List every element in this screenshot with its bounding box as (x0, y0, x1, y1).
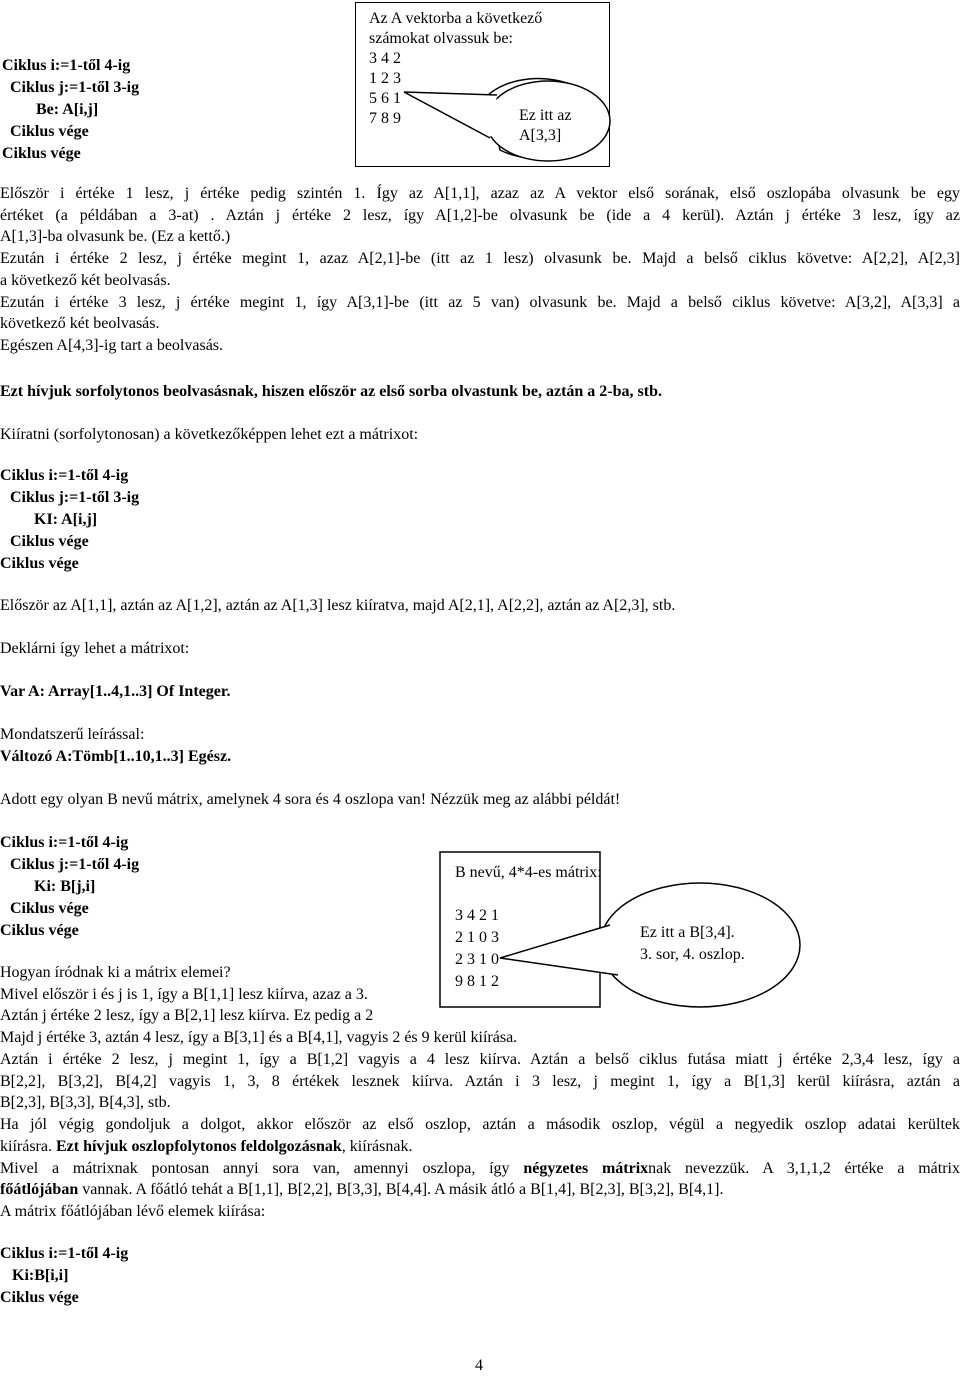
callout-line: A[3,3] (519, 127, 562, 144)
callout-a33-shape (404, 78, 610, 161)
pseudo-line: Ciklus vége (10, 123, 89, 140)
pseudo-line: Ciklus vége (10, 900, 89, 917)
matrix-row: 9 8 1 2 (455, 973, 499, 990)
pseudo-line: Ciklus vége (0, 555, 79, 572)
callout-line: 3. sor, 4. oszlop. (640, 946, 745, 963)
pseudo-line: Ciklus vége (10, 533, 89, 550)
text-line: Egészen A[4,3]-ig tart a beolvasás. (0, 336, 224, 354)
text-line: Mivel először i és j is 1, így a B[1,1] lesz kiírva, azaz a 3. (0, 985, 368, 1003)
text-line: B[2,3], B[3,3], B[4,3], stb. (0, 1094, 171, 1112)
b-explanation-short (0, 962, 517, 1049)
sentence-code: Változó A:Tömb[1..10,1..3] Egész. (0, 748, 232, 765)
pseudo-line: Ki:B[i,i] (12, 1267, 69, 1284)
explanation-block (0, 183, 960, 357)
callout-line: Ez itt a B[3,4]. (640, 924, 735, 941)
text-line: következő két beolvasás. (0, 315, 160, 333)
pseudo-line: Ciklus j:=1-től 3-ig (10, 489, 140, 506)
pseudo-line: Ciklus vége (2, 145, 81, 162)
text-line: Ezután i értéke 3 lesz, j értéke megint 1, így A[3,1]-be (itt az 5 van) olvasunk be. Majd a belső ciklus követve: A[3,2], A[3,3] a (0, 293, 960, 311)
pseudo-line: Ciklus i:=1-től 4-ig (0, 834, 129, 851)
text-span: vannak. A főátló tehát a B[1,1], B[2,2], B[3,3], B[4,4]. A másik átló a B[1,4], B[2,3], B[3,2], B[4,1]. (78, 1181, 724, 1199)
pseudocode-print (0, 465, 139, 575)
matrix-row: 2 1 0 3 (455, 929, 499, 946)
callout-b34-text (640, 922, 745, 966)
text-span: kiírásra. (0, 1137, 56, 1155)
text-line: B[2,2], B[3,2], B[4,2] vagyis 1, 3, 8 értékek lesznek kiírva. Aztán i 3 lesz, j megint 1, így a B[1,3] kerül kiírásra, aztán a (0, 1072, 960, 1090)
text-line: a következő két beolvasás. (0, 271, 171, 289)
bold-term: főátlójában (0, 1181, 79, 1199)
page-number: 4 (475, 1357, 483, 1374)
pseudo-line: Ciklus i:=1-től 4-ig (2, 57, 131, 74)
pseudo-line: Ciklus vége (0, 1289, 79, 1306)
pseudo-line: Ciklus j:=1-től 4-ig (10, 856, 140, 873)
pseudo-line: KI: A[i,j] (34, 511, 98, 528)
matrix-b-title: B nevű, 4*4-es mátrix: (455, 864, 602, 881)
text-span: , kiírásnak. (341, 1137, 413, 1155)
text-line: Aztán i értéke 2 lesz, j megint 1, így a B[1,2] vagyis a 4 lesz kiírva. Aztán a belső ciklus futása miatt j értéke 2,3,4 lesz, így a (0, 1051, 960, 1068)
pseudo-line: Ki: B[j,i] (34, 878, 96, 895)
matrix-row: 3 4 2 (369, 50, 401, 67)
matrix-row: 7 8 9 (369, 110, 401, 127)
pseudo-line: Ciklus vége (0, 922, 79, 939)
text-line: A mátrix főátlójában lévő elemek kiírása: (0, 1202, 266, 1220)
box-intro-line: számokat olvassuk be: (369, 30, 513, 47)
text-line: Hogyan íródnak ki a mátrix elemei? (0, 964, 231, 981)
pseudocode-column (0, 832, 139, 942)
sentence-intro: Mondatszerű leírással: (0, 726, 145, 743)
bold-statement: Ezt hívjuk sorfolytonos beolvasásnak, hiszen először az első sorba olvastunk be, aztán a 2-ba, stb. (0, 383, 662, 400)
text-line (0, 1179, 960, 1201)
text-line: Ezután i értéke 2 lesz, j értéke megint 1, azaz A[2,1]-be (itt az 1 lesz) olvasunk be. Majd a belső ciklus követve: A[2,2], A[2,3] (0, 250, 960, 268)
text-line: értéket (a példában a 3-at) . Aztán j értéke 2 lesz, így A[1,2]-be olvasunk be (ide a 4 kerül). Aztán j értéke 3 lesz, így az (0, 206, 960, 224)
b-intro: Adott egy olyan B nevű mátrix, amelynek 4 sora és 4 oszlopa van! Nézzük meg az alábbi példát! (0, 791, 621, 808)
text-span: nak nevezzük. A 3,1,1,2 értéke a mátrix (648, 1159, 960, 1177)
callout-line: Ez itt az (519, 107, 572, 124)
matrix-row: 2 3 1 0 (455, 951, 499, 968)
print-intro: Kiíratni (sorfolytonosan) a következőképpen lehet ezt a mátrixot: (0, 426, 419, 443)
pseudo-line: Be: A[i,j] (36, 101, 99, 118)
b-explanation-long (0, 1049, 960, 1223)
declare-intro: Deklárni így lehet a mátrixot: (0, 640, 190, 657)
bold-term: Ezt hívjuk oszlopfolytonos feldolgozásnak (55, 1137, 342, 1155)
text-line: Először i értéke 1 lesz, j értéke pedig szintén 1. Így az A[1,1], azaz az A vektor első sorának, első oszlopába olvasunk be egy (0, 185, 960, 202)
pseudo-line: Ciklus j:=1-től 3-ig (10, 79, 140, 96)
matrix-row: 1 2 3 (369, 70, 401, 87)
text-span: Mivel a mátrixnak pontosan annyi sora van, amennyi oszlopa, így (0, 1159, 524, 1177)
text-line (0, 1136, 960, 1158)
text-line (0, 1158, 960, 1180)
callout-a33-text (519, 106, 571, 146)
text-line: Ha jól végig gondoljuk a dolgot, akkor először az első oszlop, aztán a második oszlop, végül a negyedik oszlop adatai kerültek (0, 1116, 960, 1134)
text-line: Majd j értéke 3, aztán 4 lesz, így a B[3,1] és a B[4,1], vagyis 2 és 9 kerül kiírása. (0, 1029, 518, 1047)
pseudo-line: Ciklus i:=1-től 4-ig (0, 1245, 129, 1262)
matrix-row: 3 4 2 1 (455, 907, 499, 924)
text-line: Aztán j értéke 2 lesz, így a B[2,1] lesz kiírva. Ez pedig a 2 (0, 1007, 374, 1025)
pseudo-line: Ciklus i:=1-től 4-ig (0, 467, 129, 484)
text-line: A[1,3]-ba olvasunk be. (Ez a kettő.) (0, 228, 231, 246)
matrix-row: 5 6 1 (369, 90, 401, 107)
bold-term: négyzetes mátrix (523, 1159, 649, 1177)
print-order: Először az A[1,1], aztán az A[1,2], aztán az A[1,3] lesz kiíratva, majd A[2,1], A[2,2], aztán az A[2,3], stb. (0, 597, 676, 614)
declare-code: Var A: Array[1..4,1..3] Of Integer. (0, 683, 231, 700)
pseudocode-diagonal (0, 1243, 128, 1309)
box-intro-line: Az A vektorba a következő (369, 10, 543, 27)
